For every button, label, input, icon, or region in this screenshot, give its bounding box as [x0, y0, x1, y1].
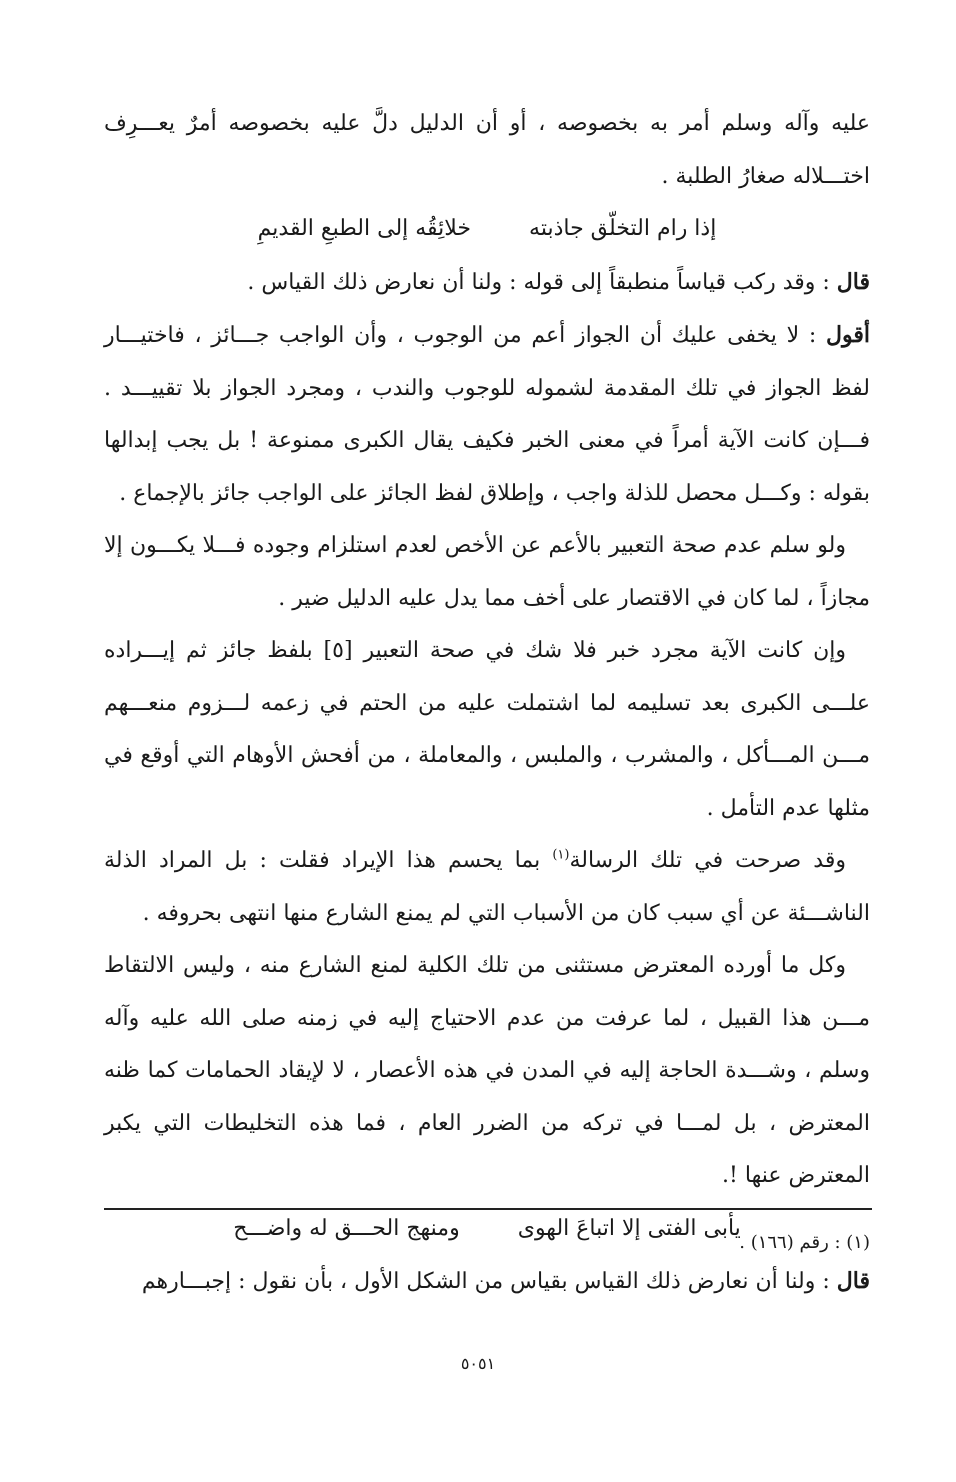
paragraph [104, 940, 870, 1203]
paragraph-continuation [104, 98, 870, 203]
paragraph-text: بما يحسم هذا الإيراد فقلت : بل المراد الذلة الناشـــئة عن أي سبب كان من الأسباب التي لم يمنع الشارع منها انتهى بحروفه . [104, 848, 870, 926]
paragraph-text: : ولنا أن نعارض ذلك القياس بقياس من الشكل الأول ، بأن نقول : إجبـــارهم [141, 1269, 837, 1294]
verse-first-hemistich: يأبى الفتى إلا اتباعَ الهوى [517, 1215, 741, 1241]
paragraph-with-footnote-ref [104, 835, 870, 940]
footnote-reference[interactable]: (١) [552, 847, 570, 863]
page-number: ٥٠٥١ [460, 1354, 496, 1373]
paragraph-text: وإن كانت الآية مجرد خبر فلا شك في صحة التعبير [٥] بلفظ جائز ثم إيـــراده علـــى الكبرى بعد تسليمه لما اشتملت عليه من الحتم في زعمه لـــزوم منعـــهم مـــن المـــأكل ، والمشرب ، والملبس ، والمعاملة ، من أفحش الأوهام التي أوقع في مثلها عدم التأمل . [104, 638, 870, 821]
paragraph-aqulu [104, 309, 870, 520]
paragraph-text: وقد صرحت في تلك الرسالة [569, 848, 846, 873]
paragraph-text: : لا يخفى عليك أن الجواز أعم من الوجوب ، وأن الواجب جـــائز ، فاختيـــار لفظ الجواز في تلك المقدمة لشموله للوجوب والندب ، ومجرد الجواز بلا تقييـــد . فـــإن كانت الآية أمراً في معنى الخبر فكيف يقال الكبرى ممنوعة ! بل يجب إبدالها بقوله : وكـــل محصل للذلة واجب ، وإطلاق لفظ الجائز على الواجب جائز بالإجماع . [104, 323, 870, 506]
paragraph-text: : وقد ركب قياساً منطبقاً إلى قوله : ولنا أن نعارض ذلك القياس . [247, 269, 837, 295]
footnote: (١) : رقم (١٦٦) . [739, 1232, 870, 1253]
paragraph [104, 625, 870, 835]
paragraph-text: وكل ما أورده المعترض مستثنى من تلك الكلية لمنع الشارع منه ، وليس الالتقاط مـــن هذا القبيل ، لما عرفت من عدم الاحتياج إليه في زمنه صلى الله عليه وآله وسلم ، وشـــدة الحاجة إليه في المدن في هذه الأعصار ، لا لإيقاد الحمامات كما ظنه المعترض ، بل لمـــا في تركه من الضرر العام ، فما هذه التخليطات التي يكبر المعترض عنها !. [104, 953, 870, 1188]
paragraph-text: ولو سلم عدم صحة التعبير بالأعم عن الأخص لعدم استلزام وجوده فـــلا يكـــون إلا مجازاً ، لما كان في الاقتصار على أخف مما يدل عليه الدليل ضير . [104, 533, 870, 611]
poetry-verse [104, 203, 870, 256]
footnote-divider [104, 1208, 872, 1210]
verse-second-hemistich: خلائِقُه إلى الطبعِ القديمِ [257, 216, 472, 241]
paragraph-text: عليه وآله وسلم أمر به بخصوصه ، أو أن الدليل دلَّ عليه بخصوصه أمرٌ يعـــرِف اختـــلاله صغارُ الطلبة . [104, 111, 870, 189]
lead-word-aqulu: أقول [826, 322, 870, 348]
lead-word-qala: قال [836, 268, 870, 295]
verse-first-hemistich: إذا رام التخلّق جاذبته [529, 216, 717, 241]
paragraph-qala [104, 1255, 870, 1309]
paragraph [104, 520, 870, 625]
verse-second-hemistich: ومنهج الحـــق له واضـــح [233, 1215, 460, 1241]
lead-word-qala: قال [836, 1268, 870, 1294]
paragraph-qala [104, 256, 870, 310]
main-text [104, 98, 870, 1309]
